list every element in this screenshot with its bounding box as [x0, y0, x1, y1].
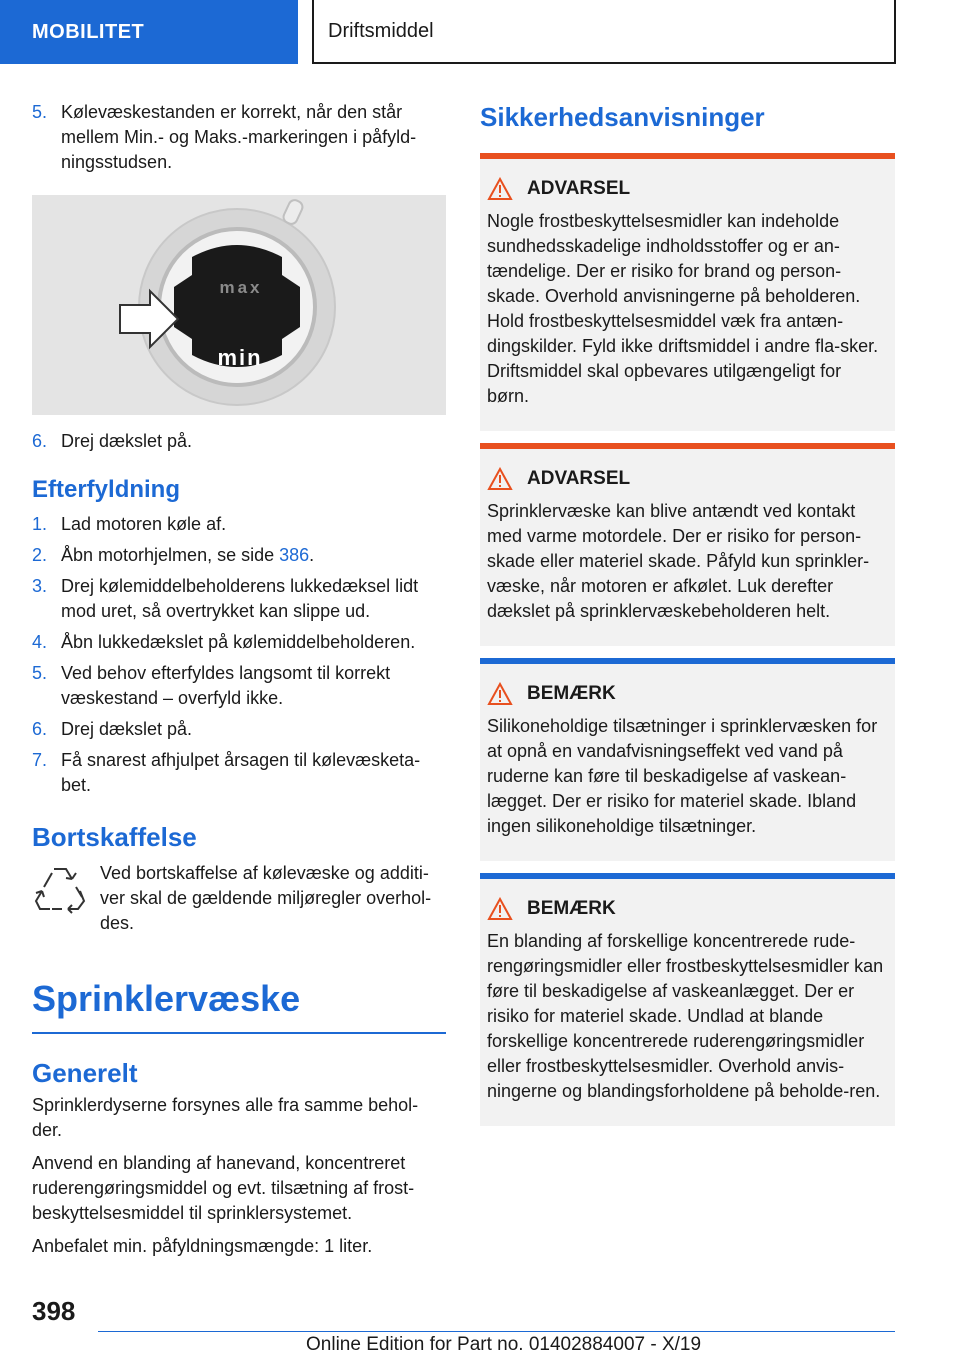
warning-triangle-icon — [487, 897, 513, 921]
step-text: Få snarest afhjulpet årsagen til kølevæsketa-bet. — [61, 750, 421, 795]
step-item — [32, 100, 446, 175]
notice-label: BEMÆRK — [527, 683, 616, 704]
page-header-title: Driftsmiddel — [312, 0, 896, 64]
min-label: min — [217, 345, 263, 370]
general-heading: Generelt — [32, 1058, 138, 1088]
edition-footer: Online Edition for Part no. 01402884007 - X/19 — [306, 1334, 702, 1355]
notice-title — [487, 177, 888, 201]
step-text: Drej dækslet på. — [61, 719, 193, 739]
step-text: Åbn lukkedækslet på kølemiddelbeholderen. — [61, 632, 416, 652]
notice-text: Silikoneholdige tilsætninger i sprinklervæsken for at opnå en vandafvisningseffekt ved vand på ruderne kan føre til beskadigelse af vaskean-lægget. Der er risiko for materiel skade. Ibland ingen silikoneholdige tilsætninger. — [487, 716, 878, 836]
notice-box — [480, 443, 895, 646]
notice-label: ADVARSEL — [527, 178, 631, 199]
step-item — [32, 661, 446, 711]
notice-box — [480, 658, 895, 861]
step-text: Drej dækslet på. — [61, 431, 193, 451]
step-text: Lad motoren køle af. — [61, 514, 227, 534]
warning-triangle-icon — [487, 467, 513, 491]
coolant-level-figure — [32, 195, 446, 415]
step-text-part: Åbn motorhjelmen, se side — [61, 545, 280, 565]
paragraph: Anvend en blanding af hanevand, koncentreret ruderengøringsmiddel og evt. tilsætning af frost-beskyttelsesmiddel til sprinklersystemet. — [32, 1153, 415, 1223]
disposal-block — [32, 861, 446, 936]
disposal-text: Ved bortskaffelse af kølevæske og additi-ver skal de gældende miljøregler overhol-des. — [100, 863, 432, 933]
step-item — [32, 512, 446, 537]
notice-title — [487, 467, 888, 491]
refill-steps — [32, 512, 446, 798]
notice-box — [480, 153, 895, 431]
max-label: max — [219, 278, 263, 297]
step-number: 2. — [32, 545, 48, 565]
step-number: 7. — [32, 750, 48, 770]
step-number: 4. — [32, 632, 48, 652]
notice-label: ADVARSEL — [527, 468, 631, 489]
step-text — [61, 543, 446, 568]
step-item — [32, 748, 446, 798]
step-number: 6. — [32, 431, 48, 451]
step-item — [32, 429, 446, 454]
page-reference-link[interactable]: 386 — [279, 545, 310, 565]
notice-text: Nogle frostbeskyttelsesmidler kan indeholde sundhedsskadelige indholdsstoffer og er an-tændelige. Der er risiko for brand og person-skade. Overhold anvisningerne på beholderen. Hold frostbeskyttelsesmiddel væk fra antæn-dingskilder. Fyld ikke driftsmiddel i andre fla-sker. Driftsmiddel skal opbevares utilgængeligt for børn. — [487, 211, 879, 406]
step-text: Drej kølemiddelbeholderens lukkedæksel lidt mod uret, så overtrykket kan slippe ud. — [61, 576, 419, 621]
safety-heading: Sikkerhedsanvisninger — [480, 102, 765, 132]
notice-label: BEMÆRK — [527, 898, 616, 919]
warning-triangle-icon — [487, 177, 513, 201]
step-number: 1. — [32, 514, 48, 534]
washer-fluid-heading: Sprinklervæske — [32, 978, 301, 1019]
step-number: 5. — [32, 663, 48, 683]
step-item — [32, 574, 446, 624]
step-item — [32, 630, 446, 655]
step-text: Ved behov efterfyldes langsomt til korrekt væskestand – overfyld ikke. — [61, 663, 391, 708]
section-divider — [32, 1032, 446, 1034]
step-item — [32, 543, 446, 568]
notice-box — [480, 873, 895, 1126]
footer-divider — [98, 1331, 895, 1332]
recycle-icon — [32, 861, 92, 936]
notice-text: En blanding af forskellige koncentrerede rude-rengøringsmidler eller frostbeskyttelsesmidler kan føre til beskadigelse af vaskeanlægget. Der er risiko for materiel skade. Undlad at blande forskellige koncentrerede ruderengøringsmidler eller frostbeskyttelsesmidler. Overhold anvis-ningerne og blandingsforholdene på beholde-ren. — [487, 931, 884, 1101]
notice-title — [487, 897, 888, 921]
step-text-part: . — [309, 545, 315, 565]
notice-title — [487, 682, 888, 706]
disposal-heading: Bortskaffelse — [32, 822, 197, 852]
paragraph: Anbefalet min. påfyldningsmængde: 1 liter. — [32, 1236, 373, 1256]
step-text: Kølevæskestanden er korrekt, når den står mellem Min.- og Maks.-markeringen i påfyld-ningsstudsen. — [61, 102, 417, 172]
refill-heading: Efterfyldning — [32, 476, 180, 503]
step-item — [32, 717, 446, 742]
right-column — [480, 102, 895, 1138]
coolant-cap-illustration — [32, 195, 446, 415]
step-number: 5. — [32, 102, 48, 122]
page-number: 398 — [32, 1296, 76, 1326]
left-column — [32, 100, 446, 1267]
step-number: 3. — [32, 576, 48, 596]
step-number: 6. — [32, 719, 48, 739]
notice-text: Sprinklervæske kan blive antændt ved kontakt med varme motordele. Der er risiko for person-skade eller materiel skade. Påfyld kun sprinkler-væske, når motoren er afkølet. Luk derefter dækslet på sprinklervæskebeholderen helt. — [487, 501, 870, 621]
section-tab: MOBILITET — [0, 0, 298, 64]
paragraph: Sprinklerdyserne forsynes alle fra samme behol-der. — [32, 1095, 419, 1140]
warning-triangle-icon — [487, 682, 513, 706]
